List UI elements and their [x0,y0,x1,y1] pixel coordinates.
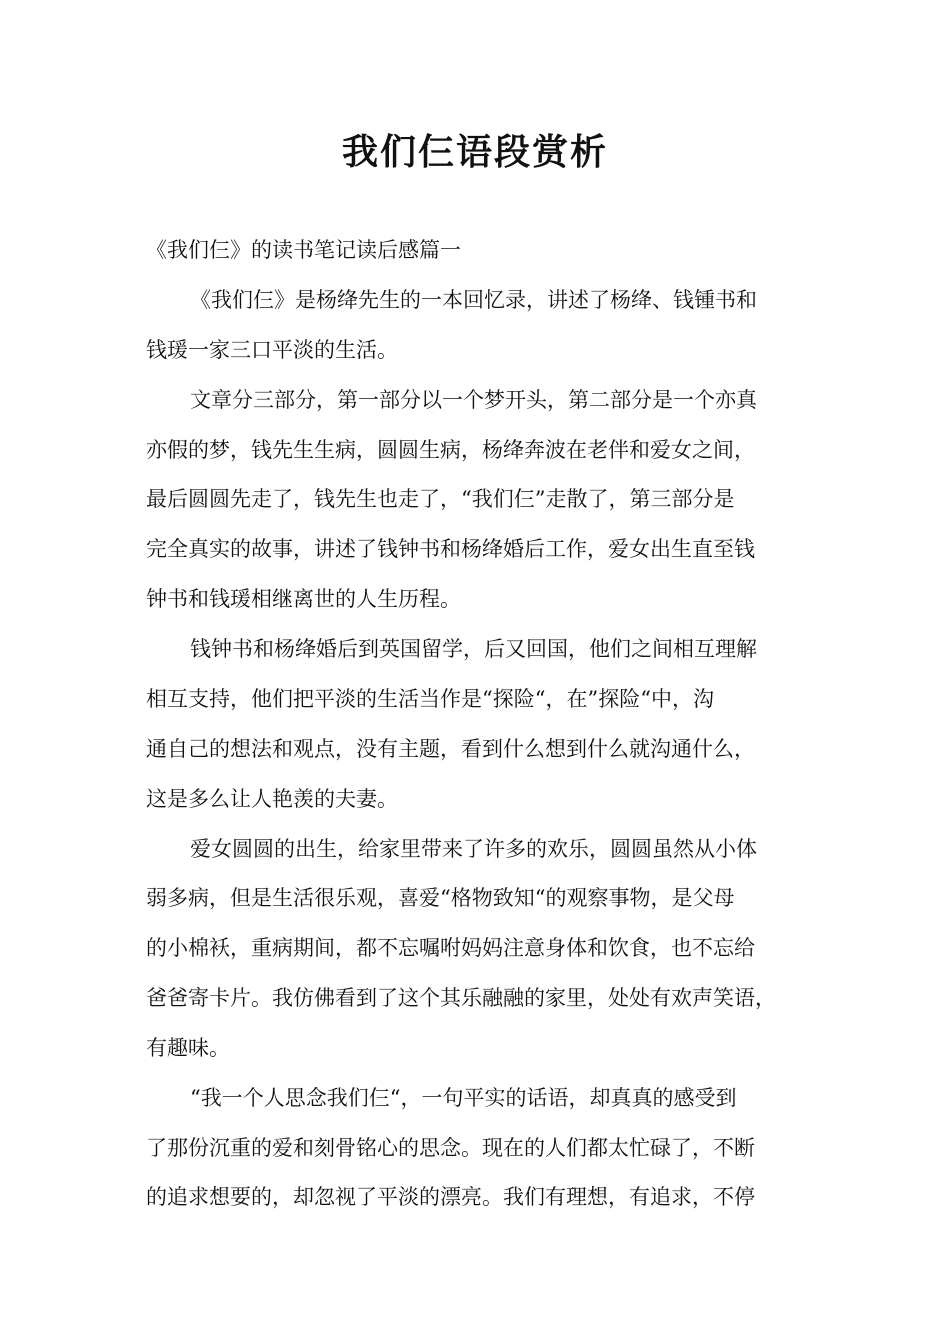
text-line: 这是多么让人艳羡的夫妻。 [146,787,398,811]
text-line: 钱钟书和杨绛婚后到英国留学，后又回国，他们之间相互理解 [190,637,757,661]
text-line: 《我们仨》是杨绛先生的一本回忆录，讲述了杨绛、钱锺书和 [190,288,757,312]
text-line: 完全真实的故事，讲述了钱钟书和杨绛婚后工作，爱女出生直至钱 [146,537,755,561]
document-title: 我们仨语段赏析 [341,132,608,173]
text-line: 爱女圆圆的出生，给家里带来了许多的欢乐，圆圆虽然从小体 [190,837,757,861]
text-line: 相互支持，他们把平淡的生活当作是“探险“，在”探险“中，沟 [146,687,714,711]
text-line: 最后圆圆先走了，钱先生也走了，“我们仨”走散了，第三部分是 [146,487,735,511]
text-line: 的追求想要的，却忽视了平淡的漂亮。我们有理想，有追求，不停 [146,1185,755,1209]
text-line: 爸爸寄卡片。我仿佛看到了这个其乐融融的家里，处处有欢声笑语， [146,986,776,1010]
text-line: “我一个人思念我们仨“，一句平实的话语，却真真的感受到 [190,1086,737,1110]
text-line: 有趣味。 [146,1036,230,1060]
text-line: 亦假的梦，钱先生生病，圆圆生病，杨绛奔波在老伴和爱女之间， [146,438,755,462]
text-line: 文章分三部分，第一部分以一个梦开头，第二部分是一个亦真 [190,388,757,412]
text-line: 弱多病，但是生活很乐观，喜爱“格物致知“的观察事物，是父母 [146,886,735,910]
text-line: 了那份沉重的爱和刻骨铭心的思念。现在的人们都太忙碌了，不断 [146,1136,755,1160]
section-heading: 《我们仨》的读书笔记读后感篇一 [146,238,461,262]
text-line: 通自己的想法和观点，没有主题，看到什么想到什么就沟通什么， [146,737,755,761]
text-line: 钟书和钱瑗相继离世的人生历程。 [146,587,461,611]
text-line: 钱瑗一家三口平淡的生活。 [146,338,398,362]
text-line: 的小棉袄，重病期间，都不忘嘱咐妈妈注意身体和饮食，也不忘给 [146,936,755,960]
